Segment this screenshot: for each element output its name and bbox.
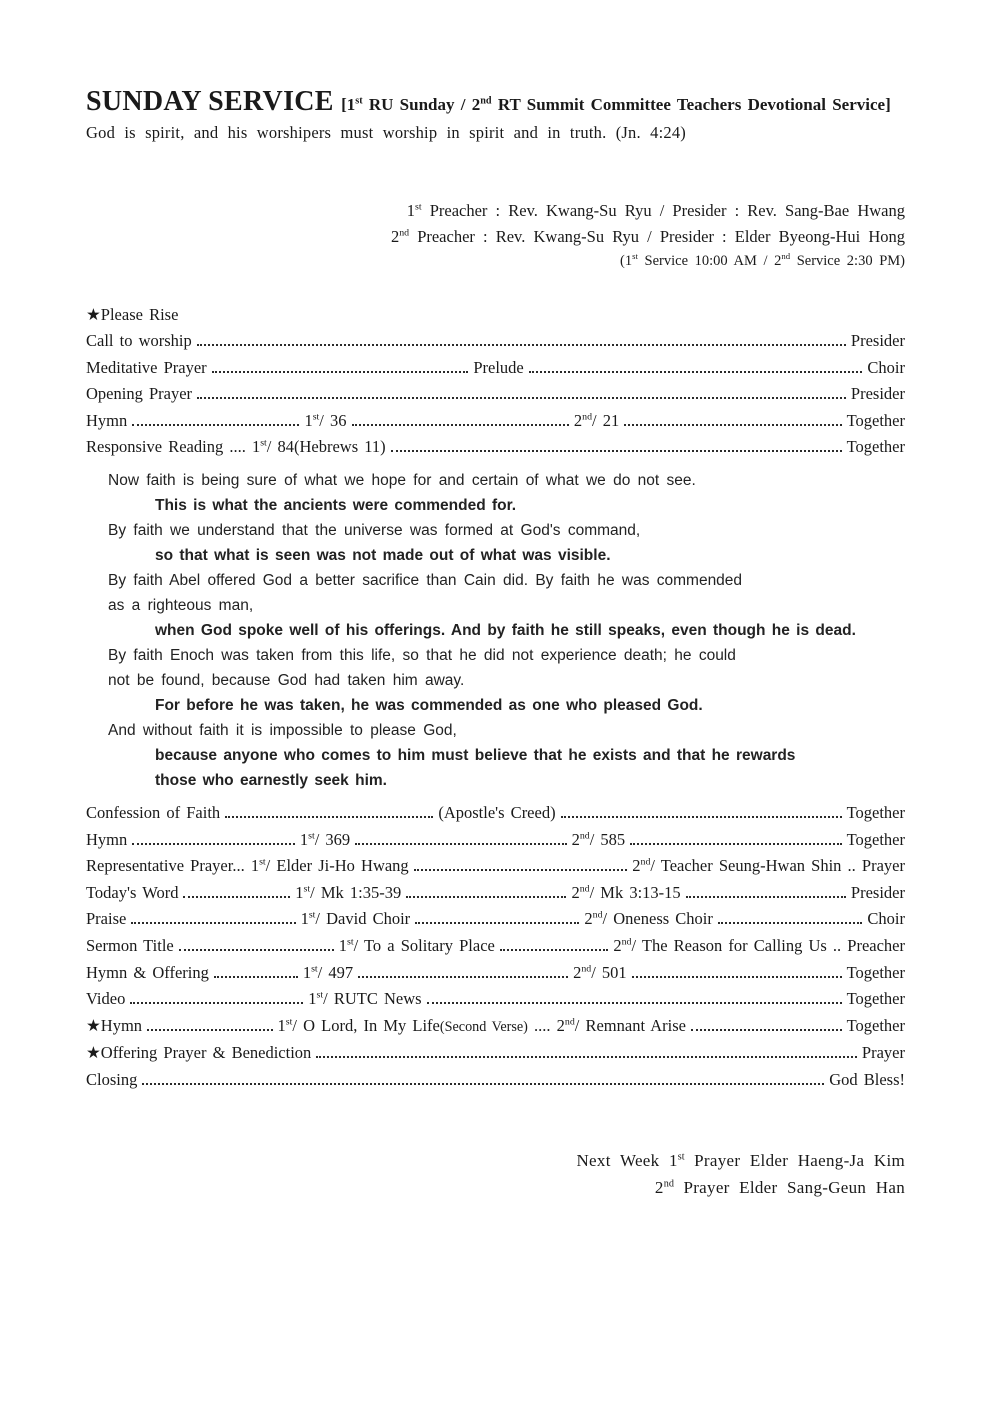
performer-label: Choir (867, 357, 905, 377)
dot-leader (718, 922, 863, 924)
scripture-line-response: so that what is seen was not made out of what was visible. (155, 547, 611, 565)
scripture-line: By faith Abel offered God a better sacrifice than Cain did. By faith he was commended (108, 572, 743, 590)
dot-leader (316, 1056, 857, 1058)
row-praise (86, 906, 905, 933)
dot-leader (561, 816, 842, 818)
scripture-verse-subtitle: God is spirit, and his worshipers must worship in spirit and in truth. (Jn. 4:24) (86, 123, 686, 142)
row-responsive-reading (86, 434, 905, 461)
dot-leader (132, 424, 299, 426)
first-service-detail: 1st/ 497 (302, 962, 354, 982)
scripture-line: as a righteous man, (108, 597, 254, 615)
performer-label: Together (846, 437, 905, 457)
first-service-detail: 1st/ O Lord, In My Life(Second Verse) .... (277, 1015, 557, 1035)
performer-label: Presider (850, 384, 905, 404)
second-service-detail: 2nd/ 585 (571, 829, 626, 849)
first-service-detail: 1st/ Mk 1:35-39 (295, 882, 402, 902)
performer-label: Together (846, 410, 905, 430)
item-label: Responsive Reading .... (86, 437, 252, 457)
responsive-reading-text (108, 468, 905, 793)
performer-label: God Bless! (829, 1070, 905, 1089)
second-service-detail: 2nd/ Oneness Choir (584, 909, 713, 929)
scripture-line-response: For before he was taken, he was commended as one who pleased God. (155, 697, 703, 715)
first-service-detail: 1st/ 36 (304, 410, 347, 430)
page-title (86, 86, 905, 118)
next-week-first-prayer: Next Week 1st Prayer Elder Haeng-Ja Kim (576, 1150, 905, 1170)
please-rise-label: ★Please Rise (86, 304, 179, 324)
performer-label: Presider (850, 882, 905, 902)
scripture-line: By faith we understand that the universe was formed at God's command, (108, 522, 641, 540)
row-meditative-prayer (86, 355, 905, 382)
dot-leader (415, 922, 579, 924)
item-label: Today's Word (86, 882, 179, 902)
first-service-detail: 1st/ To a Solitary Place (338, 936, 495, 956)
performer-label: Together (846, 803, 905, 823)
performer-label: Presider (850, 331, 905, 351)
document-header (86, 86, 905, 143)
performer-label: Together (846, 989, 905, 1009)
first-service-detail: 1st/ RUTC News (308, 989, 422, 1009)
scripture-line-response: those who earnestly seek him. (155, 772, 387, 790)
item-label: Video (86, 989, 126, 1009)
row-sermon-title (86, 933, 905, 960)
dot-leader (225, 816, 433, 818)
first-service-detail: 1st/ 84(Hebrews 11) (251, 437, 386, 457)
scripture-line: And without faith it is impossible to please God, (108, 722, 457, 740)
next-week-second-prayer: 2nd Prayer Elder Sang-Geun Han (654, 1177, 905, 1197)
performer-label: Prayer (861, 1043, 905, 1063)
item-label: Call to worship (86, 331, 192, 351)
dot-leader (632, 976, 842, 978)
scripture-line: By faith Enoch was taken from this life, so that he did not experience death; he could (108, 647, 736, 665)
second-service-detail: 2nd/ Mk 3:13-15 (571, 882, 681, 902)
dot-leader (427, 1002, 842, 1004)
next-week-info (86, 1147, 905, 1201)
row-hymn-offering (86, 960, 905, 987)
item-label: Hymn (86, 829, 128, 849)
dot-leader (132, 843, 295, 845)
second-service-detail: 2nd/ Teacher Seung-Hwan Shin .. (632, 856, 862, 876)
second-service-detail: 2nd/ Remnant Arise (556, 1015, 686, 1035)
item-label: ★Hymn (86, 1015, 143, 1035)
dot-leader (214, 976, 298, 978)
second-service-detail: 2nd/ 21 (573, 410, 620, 430)
dot-leader (406, 896, 566, 898)
row-todays-word (86, 880, 905, 907)
scripture-line: Now faith is being sure of what we hope for and certain of what we do not see. (108, 472, 696, 490)
dot-leader (179, 949, 334, 951)
item-label: Praise (86, 909, 127, 929)
dot-leader (197, 344, 846, 346)
dot-leader (624, 424, 841, 426)
row-closing (86, 1067, 905, 1094)
first-service-detail: 1st/ 369 (299, 829, 351, 849)
title-main: SUNDAY SERVICE (86, 86, 334, 117)
dot-leader (142, 1083, 824, 1085)
item-detail: (Apostle's Creed) (438, 803, 556, 823)
item-label: Representative Prayer... (86, 856, 251, 876)
first-preacher-line: 1st Preacher : Rev. Kwang-Su Ryu / Presider : Rev. Sang-Bae Hwang (406, 201, 905, 220)
dot-leader (131, 922, 295, 924)
scripture-line-response: because anyone who comes to him must believe that he exists and that he rewards (155, 747, 796, 765)
row-please-rise (86, 302, 905, 329)
item-label: Meditative Prayer (86, 357, 207, 377)
row-hymn-star (86, 1013, 905, 1041)
dot-leader (500, 949, 609, 951)
performer-label: Choir (867, 909, 905, 929)
item-label: Hymn (86, 410, 128, 430)
performer-label: Prayer (861, 856, 905, 876)
dot-leader (686, 896, 846, 898)
performer-label: Preacher (847, 936, 905, 956)
performer-label: Together (846, 962, 905, 982)
dot-leader (414, 869, 628, 871)
row-representative-prayer (86, 853, 905, 880)
row-opening-prayer (86, 381, 905, 408)
dot-leader (130, 1002, 303, 1004)
item-label: Closing (86, 1070, 138, 1089)
item-label: Sermon Title (86, 936, 174, 956)
dot-leader (358, 976, 568, 978)
title-note: [1st RU Sunday / 2nd RT Summit Committee Teachers Devotional Service] (341, 95, 891, 114)
first-service-detail: 1st/ David Choir (300, 909, 411, 929)
dot-leader (147, 1029, 272, 1031)
row-hymn-2 (86, 827, 905, 854)
item-detail: Prelude (473, 357, 524, 377)
order-of-service-first (86, 302, 905, 462)
item-label: Hymn & Offering (86, 962, 209, 982)
item-label: Confession of Faith (86, 803, 221, 823)
dot-leader (352, 424, 569, 426)
first-service-detail: 1st/ Elder Ji-Ho Hwang (250, 856, 409, 876)
dot-leader (691, 1029, 842, 1031)
dot-leader (391, 450, 842, 452)
row-offering-benediction (86, 1040, 905, 1067)
preacher-info (86, 198, 905, 275)
item-label: ★Offering Prayer & Benediction (86, 1043, 312, 1063)
dot-leader (183, 896, 290, 898)
dot-leader (529, 371, 863, 373)
second-service-detail: 2nd/ The Reason for Calling Us .. (613, 936, 848, 956)
performer-label: Together (846, 829, 905, 849)
row-confession (86, 800, 905, 827)
order-of-service-second (86, 800, 905, 1094)
scripture-line-response: when God spoke well of his offerings. And by faith he still speaks, even though he is dead. (155, 622, 856, 640)
row-call-to-worship (86, 328, 905, 355)
second-service-detail: 2nd/ 501 (573, 962, 627, 982)
dot-leader (355, 843, 566, 845)
item-label: Opening Prayer (86, 384, 193, 404)
service-times-line: (1st Service 10:00 AM / 2nd Service 2:30 PM) (620, 251, 905, 269)
dot-leader (630, 843, 841, 845)
row-hymn-1 (86, 408, 905, 435)
performer-label: Together (846, 1015, 905, 1035)
dot-leader (212, 371, 469, 373)
second-preacher-line: 2nd Preacher : Rev. Kwang-Su Ryu / Presider : Elder Byeong-Hui Hong (390, 226, 905, 246)
scripture-line-response: This is what the ancients were commended for. (155, 497, 517, 515)
scripture-line: not be found, because God had taken him away. (108, 672, 465, 690)
dot-leader (197, 397, 846, 399)
row-video (86, 986, 905, 1013)
